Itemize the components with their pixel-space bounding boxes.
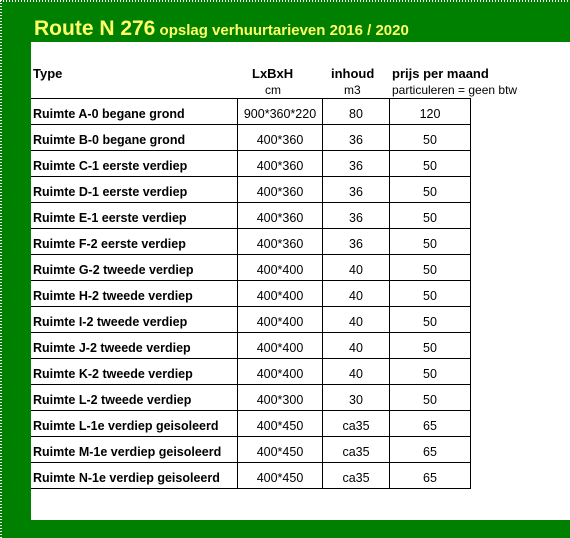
table-row	[31, 255, 471, 281]
cell-volume: 36	[323, 177, 390, 203]
cell-dims: 400*360	[238, 229, 323, 255]
cell-price: 50	[390, 151, 471, 177]
cell-price: 50	[390, 359, 471, 385]
cell-price: 65	[390, 463, 471, 489]
cell-dims: 900*360*220	[238, 99, 323, 125]
table-row	[31, 385, 471, 411]
cell-price: 50	[390, 125, 471, 151]
cell-type: Ruimte E-1 eerste verdiep	[31, 203, 238, 229]
cell-type: Ruimte F-2 eerste verdiep	[31, 229, 238, 255]
cell-type: Ruimte N-1e verdiep geisoleerd	[31, 463, 238, 489]
header-type: Type	[33, 66, 63, 81]
cell-price: 50	[390, 385, 471, 411]
table-row	[31, 333, 471, 359]
cell-volume: 36	[323, 203, 390, 229]
cell-volume: 30	[323, 385, 390, 411]
table-row	[31, 125, 471, 151]
header-volume: inhoud	[331, 66, 375, 81]
cell-dims: 400*300	[238, 385, 323, 411]
rate-sheet	[31, 42, 570, 520]
table-row	[31, 203, 471, 229]
header-dims: LxBxH	[252, 66, 294, 81]
cell-volume: ca35	[323, 437, 390, 463]
page-title	[34, 17, 409, 41]
table-row	[31, 281, 471, 307]
cell-dims: 400*360	[238, 177, 323, 203]
cell-price: 50	[390, 281, 471, 307]
cell-dims: 400*400	[238, 333, 323, 359]
header-price: prijs per maand	[392, 66, 489, 81]
cell-volume: 40	[323, 307, 390, 333]
cell-type: Ruimte G-2 tweede verdiep	[31, 255, 238, 281]
cell-price: 65	[390, 437, 471, 463]
cell-price: 50	[390, 255, 471, 281]
table-row	[31, 411, 471, 437]
cell-dims: 400*360	[238, 203, 323, 229]
cell-type: Ruimte B-0 begane grond	[31, 125, 238, 151]
cell-volume: ca35	[323, 463, 390, 489]
cell-dims: 400*400	[238, 281, 323, 307]
cell-dims: 400*360	[238, 151, 323, 177]
cell-dims: 400*450	[238, 411, 323, 437]
table-row	[31, 463, 471, 489]
cell-price: 50	[390, 229, 471, 255]
table-row	[31, 437, 471, 463]
header-volume-unit: m3	[344, 83, 361, 97]
title-sub: opslag verhuurtarieven 2016 / 2020	[155, 22, 409, 39]
cell-type: Ruimte J-2 tweede verdiep	[31, 333, 238, 359]
cell-volume: 40	[323, 281, 390, 307]
cell-price: 50	[390, 333, 471, 359]
cell-volume: 36	[323, 125, 390, 151]
cell-volume: 80	[323, 99, 390, 125]
cell-type: Ruimte H-2 tweede verdiep	[31, 281, 238, 307]
cell-volume: 36	[323, 151, 390, 177]
cell-type: Ruimte K-2 tweede verdiep	[31, 359, 238, 385]
table-row	[31, 99, 471, 125]
cell-type: Ruimte I-2 tweede verdiep	[31, 307, 238, 333]
header-dims-unit: cm	[265, 83, 281, 97]
cell-dims: 400*360	[238, 125, 323, 151]
table-row	[31, 359, 471, 385]
table-row	[31, 177, 471, 203]
cell-price: 120	[390, 99, 471, 125]
rates-table	[31, 98, 471, 489]
cell-dims: 400*400	[238, 359, 323, 385]
cell-type: Ruimte L-2 tweede verdiep	[31, 385, 238, 411]
cell-dims: 400*450	[238, 463, 323, 489]
cell-price: 50	[390, 203, 471, 229]
cell-type: Ruimte A-0 begane grond	[31, 99, 238, 125]
cell-volume: 40	[323, 255, 390, 281]
cell-type: Ruimte M-1e verdiep geisoleerd	[31, 437, 238, 463]
selection-border-left	[0, 0, 2, 538]
table-row	[31, 229, 471, 255]
cell-price: 65	[390, 411, 471, 437]
cell-dims: 400*450	[238, 437, 323, 463]
cell-type: Ruimte L-1e verdiep geisoleerd	[31, 411, 238, 437]
table-row	[31, 151, 471, 177]
cell-type: Ruimte D-1 eerste verdiep	[31, 177, 238, 203]
cell-type: Ruimte C-1 eerste verdiep	[31, 151, 238, 177]
table-row	[31, 307, 471, 333]
header-price-note: particuleren = geen btw	[392, 83, 518, 97]
selection-border-top	[0, 0, 570, 2]
cell-volume: 40	[323, 333, 390, 359]
cell-dims: 400*400	[238, 307, 323, 333]
cell-price: 50	[390, 177, 471, 203]
cell-dims: 400*400	[238, 255, 323, 281]
cell-volume: ca35	[323, 411, 390, 437]
cell-volume: 36	[323, 229, 390, 255]
cell-volume: 40	[323, 359, 390, 385]
cell-price: 50	[390, 307, 471, 333]
title-main: Route N 276	[34, 17, 156, 40]
